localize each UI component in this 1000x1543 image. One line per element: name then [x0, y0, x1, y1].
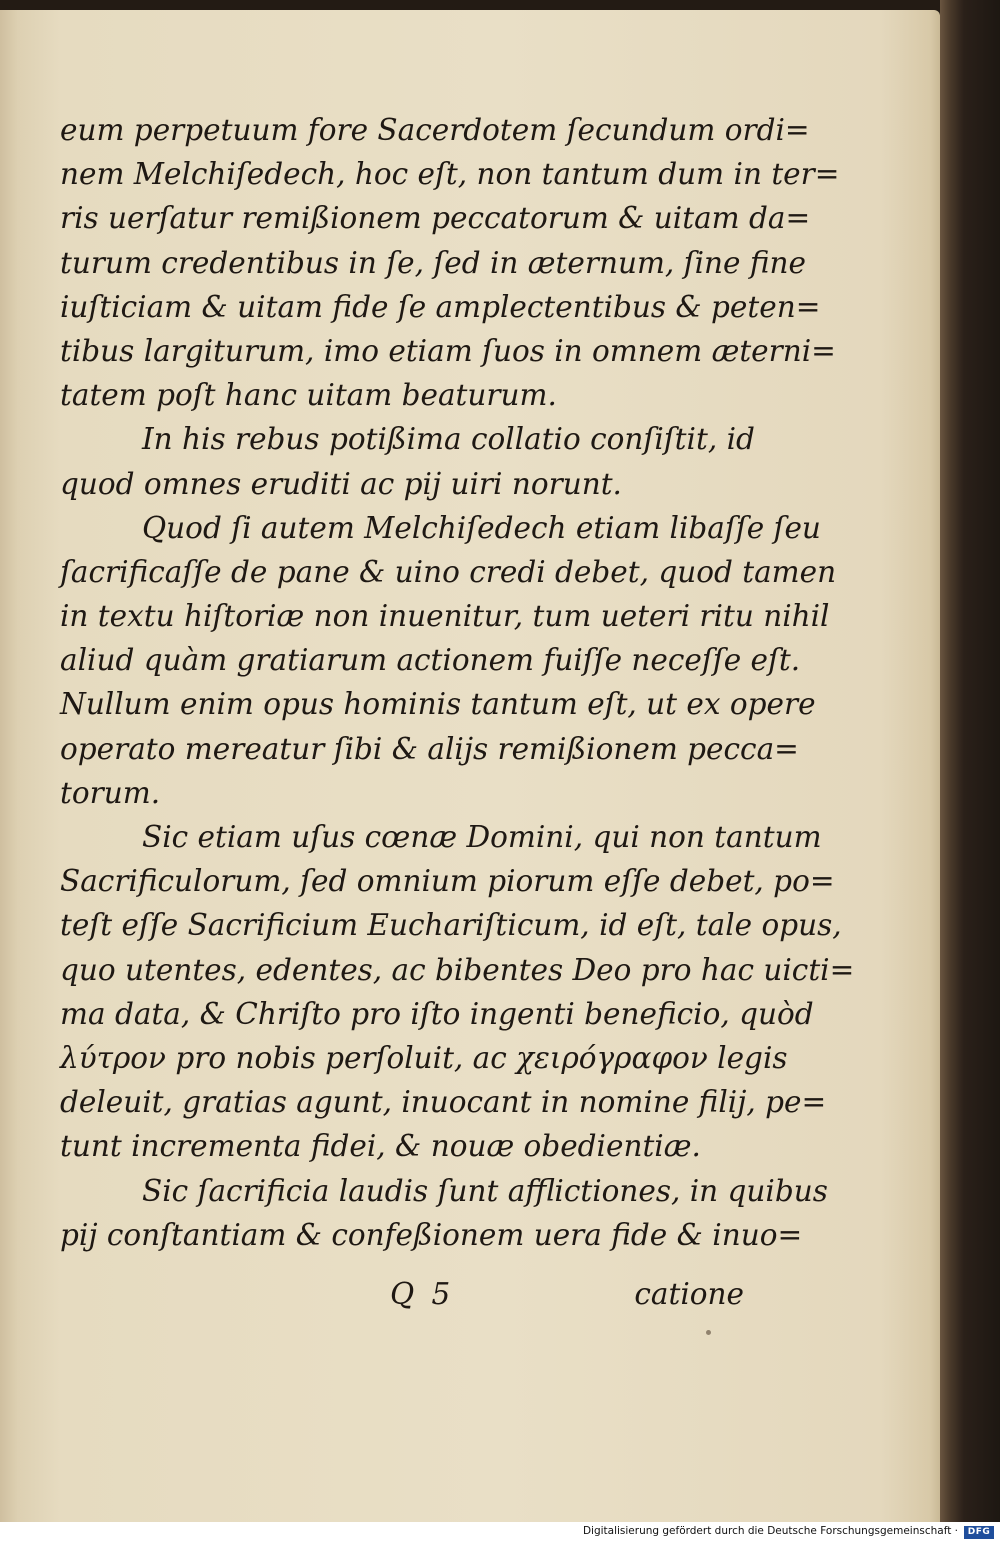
- text-line: tatem poſt hanc uitam beaturum.: [60, 378, 557, 413]
- signature-mark: Q 5: [390, 1277, 455, 1311]
- text-line: in textu hiſtoriæ non inuenitur, tum ueteri ritu nihil: [60, 599, 830, 634]
- text-line: torum.: [60, 775, 161, 810]
- body-text: [60, 108, 855, 1257]
- page-footer: [60, 1272, 744, 1316]
- text-line: teſt eſſe Sacrificium Euchariſticum, id eſt, tale opus,: [60, 908, 842, 943]
- text-line: tibus largiturum, imo etiam ſuos in omnem æterni=: [60, 333, 836, 368]
- text-line: Sic etiam uſus cœnæ Domini, qui non tantum: [142, 820, 822, 854]
- page-edge-shadow: [940, 0, 1000, 1522]
- text-line: Sacrificulorum, ſed omnium piorum eſſe debet, po=: [60, 864, 835, 899]
- text-line: operato mereatur ſibi & alijs remißionem pecca=: [60, 731, 799, 766]
- text-line: nem Melchiſedech, hoc eſt, non tantum dum in ter=: [60, 157, 840, 192]
- funding-credit: Digitalisierung gefördert durch die Deutsche Forschungsgemeinschaft ·: [582, 1525, 958, 1537]
- ink-speck: [706, 1330, 711, 1335]
- text-line: eum perpetuum fore Sacerdotem ſecundum ordi=: [60, 113, 810, 147]
- text-line: Sic ſacrificia laudis ſunt afflictiones, in quibus: [142, 1173, 828, 1208]
- text-line: λύτρον pro nobis perſoluit, ac χειρόγραφον legis: [60, 1040, 788, 1075]
- text-line: ris uerſatur remißionem peccatorum & uitam da=: [60, 201, 811, 236]
- text-line: aliud quàm gratiarum actionem fuiſſe neceſſe eſt.: [60, 643, 801, 678]
- text-line: Nullum enim opus hominis tantum eſt, ut ex opere: [60, 687, 816, 722]
- text-line: pij conſtantiam & confeßionem uera fide & inuo=: [60, 1217, 803, 1252]
- text-line: ma data, & Chriſto pro iſto ingenti beneficio, quòd: [60, 996, 814, 1031]
- text-line: In his rebus potißima collatio conſiſtit, id: [142, 422, 755, 457]
- text-line: ſacrificaſſe de pane & uino credi debet, quod tamen: [60, 554, 837, 589]
- dfg-logo: DFG: [964, 1526, 994, 1539]
- text-line: turum credentibus in ſe, ſed in æternum, ſine fine: [60, 245, 806, 280]
- text-line: iuſticiam & uitam fide ſe amplectentibus & peten=: [60, 289, 821, 324]
- text-line: quod omnes eruditi ac pij uiri norunt.: [60, 466, 622, 501]
- text-line: deleuit, gratias agunt, inuocant in nomine filij, pe=: [60, 1085, 827, 1120]
- credit-bar: [0, 1522, 1000, 1543]
- text-line: tunt incrementa fidei, & nouæ obedientiæ.: [60, 1129, 701, 1164]
- text-line: quo utentes, edentes, ac bibentes Deo pro hac uicti=: [60, 952, 855, 987]
- text-line: Quod ſi autem Melchiſedech etiam libaſſe ſeu: [142, 510, 821, 545]
- catchword: catione: [634, 1277, 744, 1311]
